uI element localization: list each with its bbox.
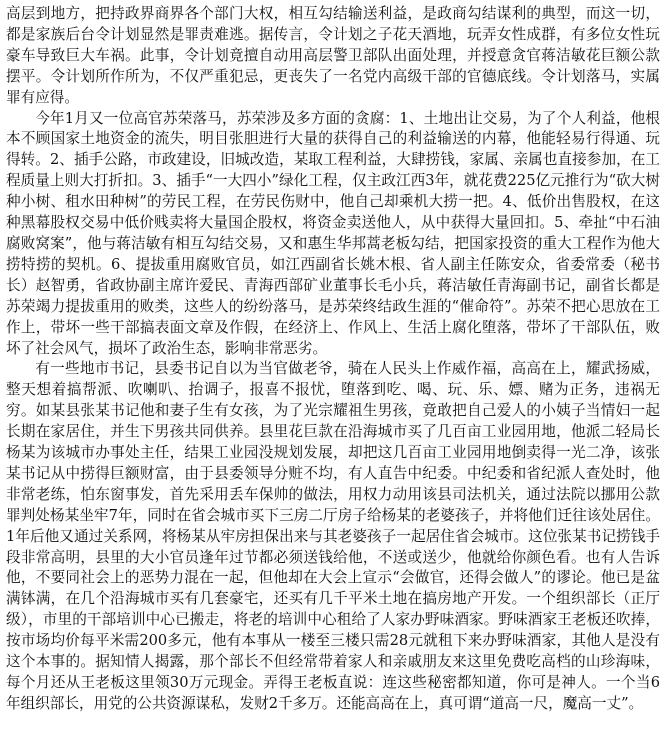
article-paragraph-3: 有一些地市书记，县委书记自以为当官做老爷，骑在人民头上作威作福，高高在上，耀武扬威，整天想着搞帮派、吹喇叭、抬调子，报喜不报忧，堕落到吃、喝、玩、乐、嫖、赌为正务，违祸无穷。如某县张某书记他和妻子生有女孩，为了光宗耀祖生男孩，竟敢把自己爱人的小姨子当情妇一起长期在家居住，并生下男孩共同供养。县里花巨款在沿海城市买了几百亩工业园用地，他派二轻局长杨某为该城市办事处主任，结果工业园没规划发展，却把这几百亩工业园用地倒卖得一光二净，该张某书记从中捞得巨额财富，由于县委领导分赃不均，有人直告中纪委。中纪委和省纪派人查处时，他非常老练，怕东窗事发，首先采用丢车保帅的做法，用权力动用该县司法机关，通过法院以挪用公款罪判处杨某坐牢7年，同时在省会城市买下三房二厅房子给杨某的老婆孩子，并将他们迁往该处居住。1年后他又通过关系网，将杨某从牢房担保出来与其老婆孩子一起居住省会城市。这位张某书记捞钱手段非常高明，县里的大小官员逢年过节都必须送钱给他，不送或送少，他就给你颜色看。也有人告诉他，不要同社会上的恶势力混在一起，但他却在大会上宣示“会做官，还得会做人”的谬论。他已是盆满钵满，在几个沿海城市买有几套豪宅，还买有几千平米土地在搞房地产开发。一个组织部长（正厅级），市里的干部培训中心已搬走，将老的培训中心租给了人家办野味酒家。野味酒家王老板还吹捧，按市场均价每平米需200多元，他有本事从一楼至三楼只需28元就租下来办野味酒家，其他人是没有这个本事的。据知情人揭露，那个部长不但经常带着家人和亲戚朋友来这里免费吃高档的山珍海味，每个月还从王老板这里领30万元现金。弄得王老板直说：连这些秘密都知道，你可是神人。一个当6年组织部长，用党的公共资源谋私，发财2千多万。还能高高在上，真可谓“道高一尺，魔高一丈”。	[6, 360, 660, 712]
article-paragraph-2: 今年1月又一位高官苏荣落马，苏荣涉及多方面的贪腐：1、土地出让交易，为了个人利益，他根本不顾国家土地资金的流失，明目张胆进行大量的获得自己的利益输送的内幕，他能轻易行得通、玩得转。2、插手公路，市政建设，旧城改造，某取工程利益，大肆捞钱，家属、亲属也直接参加，在工程质量上则大打折扣。3、插手“一大四小”绿化工程，仅主政江西3年，就花费225亿元推行为“砍大树种小树、租水田种树”的劳民工程，在劳民伤财中，他自己却乘机大捞一把。4、低价出售股权，在这种黑幕股权交易中低价贱卖将大量国企股权，将资金卖送他人，从中获得大量回扣。5、牵扯“中石油腐败窝案”，他与蒋洁敏有相互勾结交易，又和惠生华邦蒿老板勾结，把国家投资的重大工程作为他大捞特捞的契机。6、提拔重用腐败官员，如江西副省长姚木根、省人副主任陈安众，省委常委（秘书长）赵智勇，省政协副主席许爱民、青海西部矿业董事长毛小兵，蒋洁敏任青海副书记，副省长都是苏荣竭力提拔重用的败类，这些人的纷纷落马，是苏荣终结政生涯的“催命符”。苏荣不把心思放在工作上，带坏一些干部搞表面文章及作假，在经济上、作风上、生活上腐化堕落，带坏了干部队伍，败坏了社会风气，损坏了政治生态，影响非常恶劣。	[6, 109, 660, 357]
article-paragraph-1: 高层到地方，把持政界商界各个部门大权，相互勾结输送利益，是政商勾结谋利的典型，而这一切，都是家族后台令计划显然是罪责难逃。据传言，令计划之子花天酒地，玩弄女性成群，有多位女性玩豪车导致巨大车祸。此事，令计划竟擅自动用高层警卫部队出面处理，并授意贪官蒋洁敏花巨额公款摆平。令计划所作所为，不仅严重犯忌，更丧失了一名党内高级干部的官德底线。令计划落马，实属罪有应得。	[6, 5, 660, 106]
